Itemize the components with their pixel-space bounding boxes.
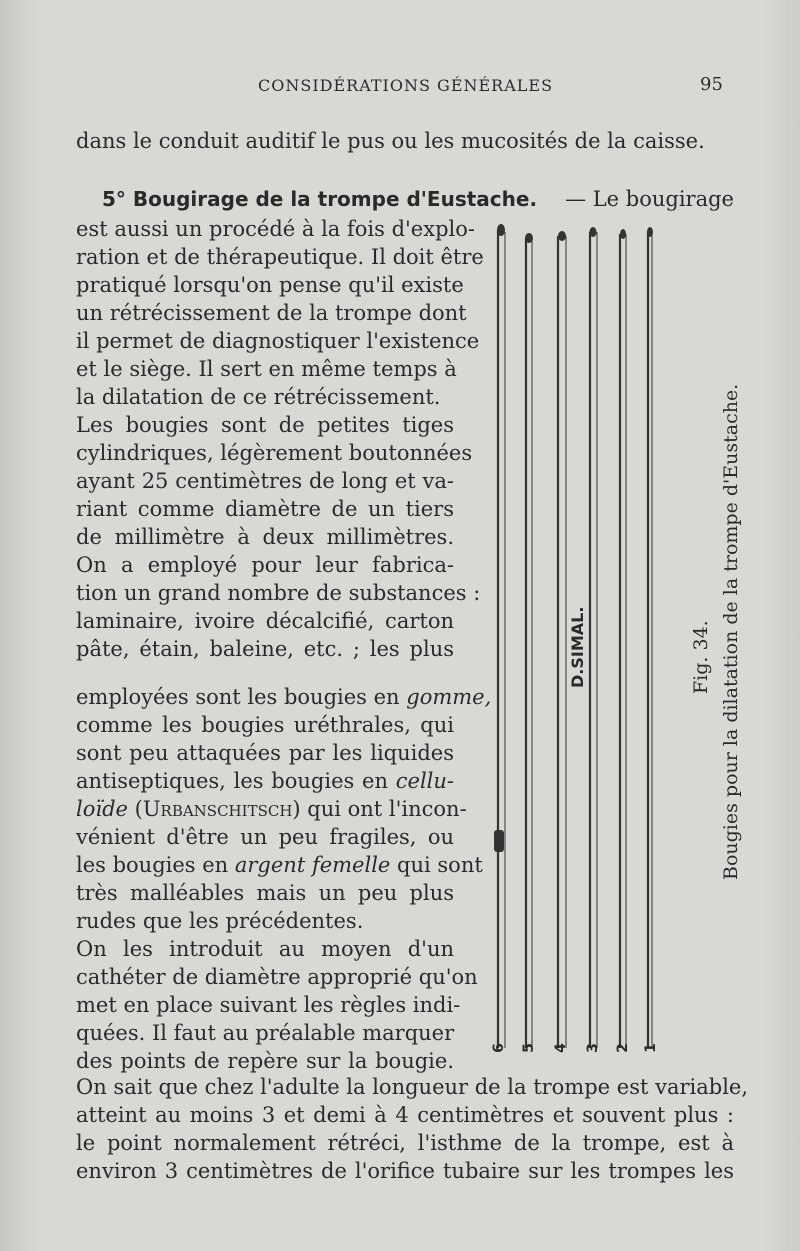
running-title: CONSIDÉRATIONS GÉNÉRALES — [258, 76, 554, 95]
paragraph-line: quées. Il faut au préalable marquer — [76, 1021, 455, 1045]
italic-term: cellu- — [395, 769, 454, 793]
author-name: (Urbanschitsch) — [134, 797, 301, 821]
paragraph-line: cathéter de diamètre approprié qu'on — [76, 965, 478, 989]
bougie-number: 6 — [490, 1043, 507, 1053]
paragraph-line: ration et de thérapeutique. Il doit être — [76, 245, 484, 269]
paragraph-line: est aussi un procédé à la fois d'explo- — [76, 217, 475, 241]
bougie-number: 2 — [614, 1043, 631, 1053]
paragraph-line: pratiqué lorsqu'on pense qu'il existe — [76, 273, 464, 297]
bougie-number: 1 — [642, 1043, 659, 1053]
paragraph-line: des points de repère sur la bougie. — [76, 1049, 454, 1073]
paragraph-line: Les bougies sont de petites tiges — [76, 413, 454, 437]
paragraph-line: comme les bougies uréthrales, qui — [76, 713, 454, 737]
paragraph-line: ayant 25 centimètres de long et va- — [76, 469, 454, 493]
paragraph-line — [76, 768, 454, 794]
paragraph-line: vénient d'être un peu fragiles, ou — [76, 825, 454, 849]
italic-term: gomme, — [406, 685, 492, 709]
paragraph-line — [76, 852, 483, 878]
paragraph-line: tion un grand nombre de substances : — [76, 581, 481, 605]
bougie-number: 5 — [520, 1043, 537, 1053]
paragraph-line: de millimètre à deux millimètres. — [76, 525, 454, 549]
paragraph-line: pâte, étain, baleine, etc. ; les plus — [76, 637, 454, 661]
heading-tail: — Le bougirage — [565, 187, 734, 211]
paragraph-line: environ 3 centimètres de l'orifice tubaire sur les trompes les — [76, 1159, 734, 1183]
line-text: les bougies en — [76, 853, 235, 877]
line-text: employées sont les bougies en — [76, 685, 407, 709]
line-text: qui ont l'incon- — [300, 797, 467, 821]
paragraph-line: On les introduit au moyen d'un — [76, 937, 454, 961]
section-heading-line — [102, 186, 734, 212]
paragraph-line: riant comme diamètre de un tiers — [76, 497, 454, 521]
paragraph-line: le point normalement rétréci, l'isthme de la trompe, est à — [76, 1131, 734, 1155]
paragraph-line: met en place suivant les règles indi- — [76, 993, 461, 1017]
paragraph-line: laminaire, ivoire décalcifié, carton — [76, 609, 454, 633]
paragraph-line: et le siège. Il sert en même temps à — [76, 357, 457, 381]
page-number: 95 — [700, 74, 723, 95]
paragraph-line: très malléables mais un peu plus — [76, 881, 454, 905]
paragraph-line: atteint au moins 3 et demi à 4 centimètres et souvent plus : — [76, 1103, 734, 1127]
section-heading: 5° Bougirage de la trompe d'Eustache. — [102, 187, 538, 211]
figure-caption-text: Bougies pour la dilatation de la trompe d'Eustache. — [720, 383, 742, 880]
figure-caption — [688, 380, 744, 880]
figure-label: Fig. 34. — [690, 620, 712, 694]
italic-term: loïde — [76, 797, 128, 821]
engraver-signature: D.SIMAL. — [568, 606, 587, 688]
bougie-number: 4 — [552, 1043, 569, 1053]
paragraph-line: un rétrécissement de la trompe dont — [76, 301, 467, 325]
bougie-tips — [494, 224, 653, 852]
bougie-number: 3 — [584, 1043, 601, 1053]
paragraph-line: sont peu attaquées par les liquides — [76, 741, 454, 765]
paragraph-line: cylindriques, légèrement boutonnées — [76, 441, 473, 465]
paragraph-line: la dilatation de ce rétrécissement. — [76, 385, 441, 409]
line-text: antiseptiques, les bougies en — [76, 769, 396, 793]
paragraph-line — [76, 684, 492, 710]
paragraph-line: On a employé pour leur fabrica- — [76, 553, 454, 577]
paragraph-line: dans le conduit auditif le pus ou les mucosités de la caisse. — [76, 129, 705, 153]
italic-term: argent femelle — [234, 853, 391, 877]
paragraph-line: il permet de diagnostiquer l'existence — [76, 329, 480, 353]
line-text: qui sont — [390, 853, 483, 877]
paragraph-line: On sait que chez l'adulte la longueur de la trompe est variable, — [76, 1075, 749, 1099]
paragraph-line — [76, 796, 467, 822]
paragraph-line: rudes que les précédentes. — [76, 909, 364, 933]
